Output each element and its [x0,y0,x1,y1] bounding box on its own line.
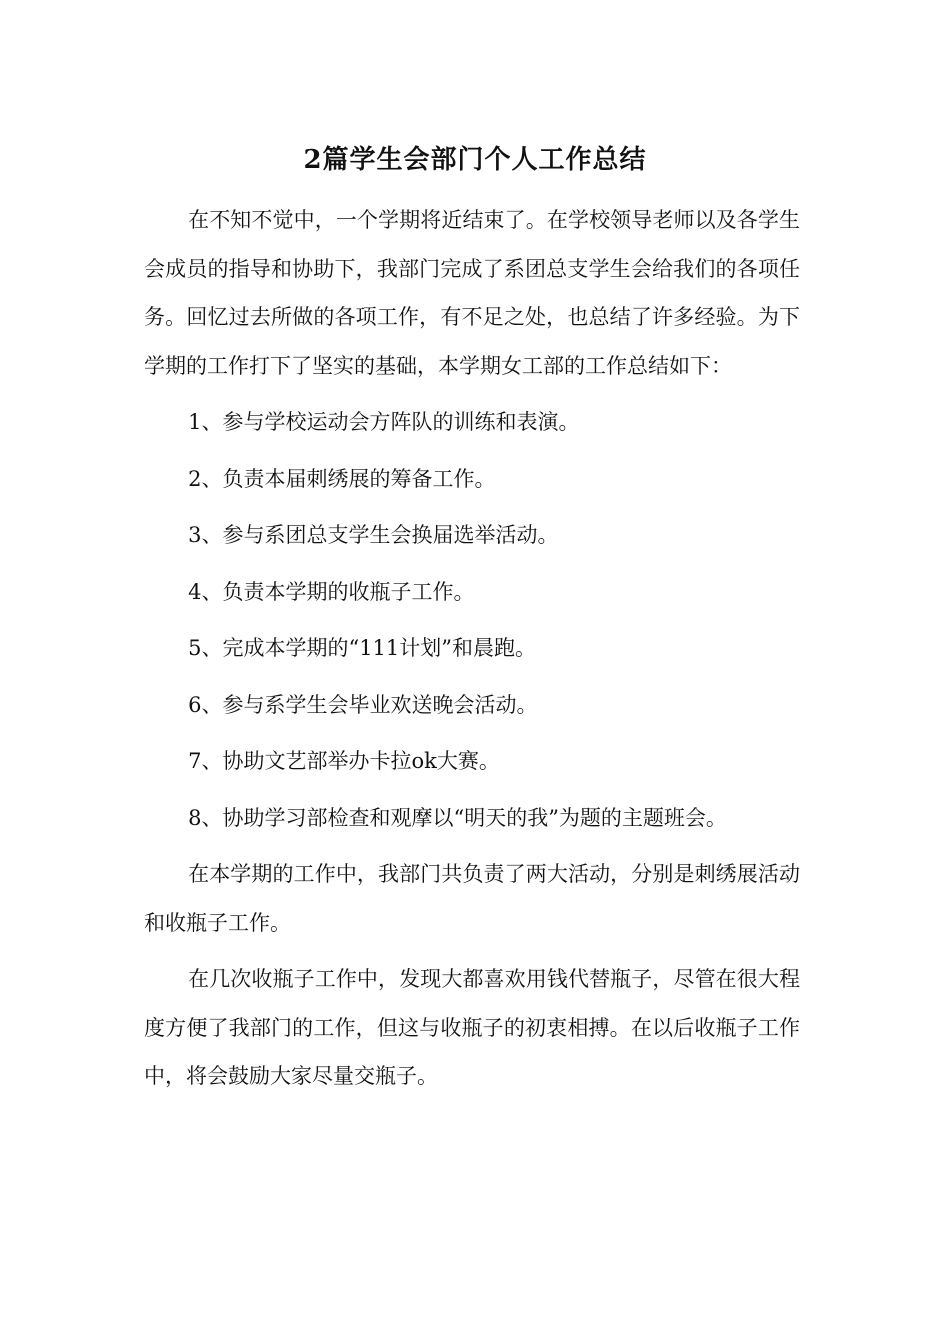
page-title: 2篇学生会部门个人工作总结 [303,145,647,175]
summary-paragraph: 在本学期的工作中，我部门共负责了两大活动，分别是刺绣展活动和收瓶子工作。 [144,862,800,935]
list-item: 6、参与系学生会毕业欢送晚会活动。 [188,692,538,717]
document-body [144,196,800,1109]
list-item: 7、协助文艺部举办卡拉ok大赛。 [188,749,500,773]
list-item: 5、完成本学期的“111计划”和晨跑。 [188,636,537,660]
list-item: 1、参与学校运动会方阵队的训练和表演。 [188,410,580,434]
list-item: 4、负责本学期的收瓶子工作。 [188,579,475,604]
list-item: 2、负责本届刺绣展的筹备工作。 [188,466,496,491]
list-item: 3、参与系团总支学生会换届选举活动。 [188,523,559,547]
intro-paragraph: 在不知不觉中，一个学期将近结束了。在学校领导老师以及各学生会成员的指导和协助下，我部门完成了系团总支学生会给我们的各项任务。回忆过去所做的各项工作，有不足之处，也总结了许多经验。为下学期的工作打下了坚实的基础，本学期女工部的工作总结如下： [144,208,800,378]
bottle-collection-paragraph: 在几次收瓶子工作中，发现大都喜欢用钱代替瓶子，尽管在很大程度方便了我部门的工作，但这与收瓶子的初衷相搏。在以后收瓶子工作中，将会鼓励大家尽量交瓶子。 [144,967,800,1088]
list-item: 8、协助学习部检查和观摩以“明天的我”为题的主题班会。 [188,805,727,830]
